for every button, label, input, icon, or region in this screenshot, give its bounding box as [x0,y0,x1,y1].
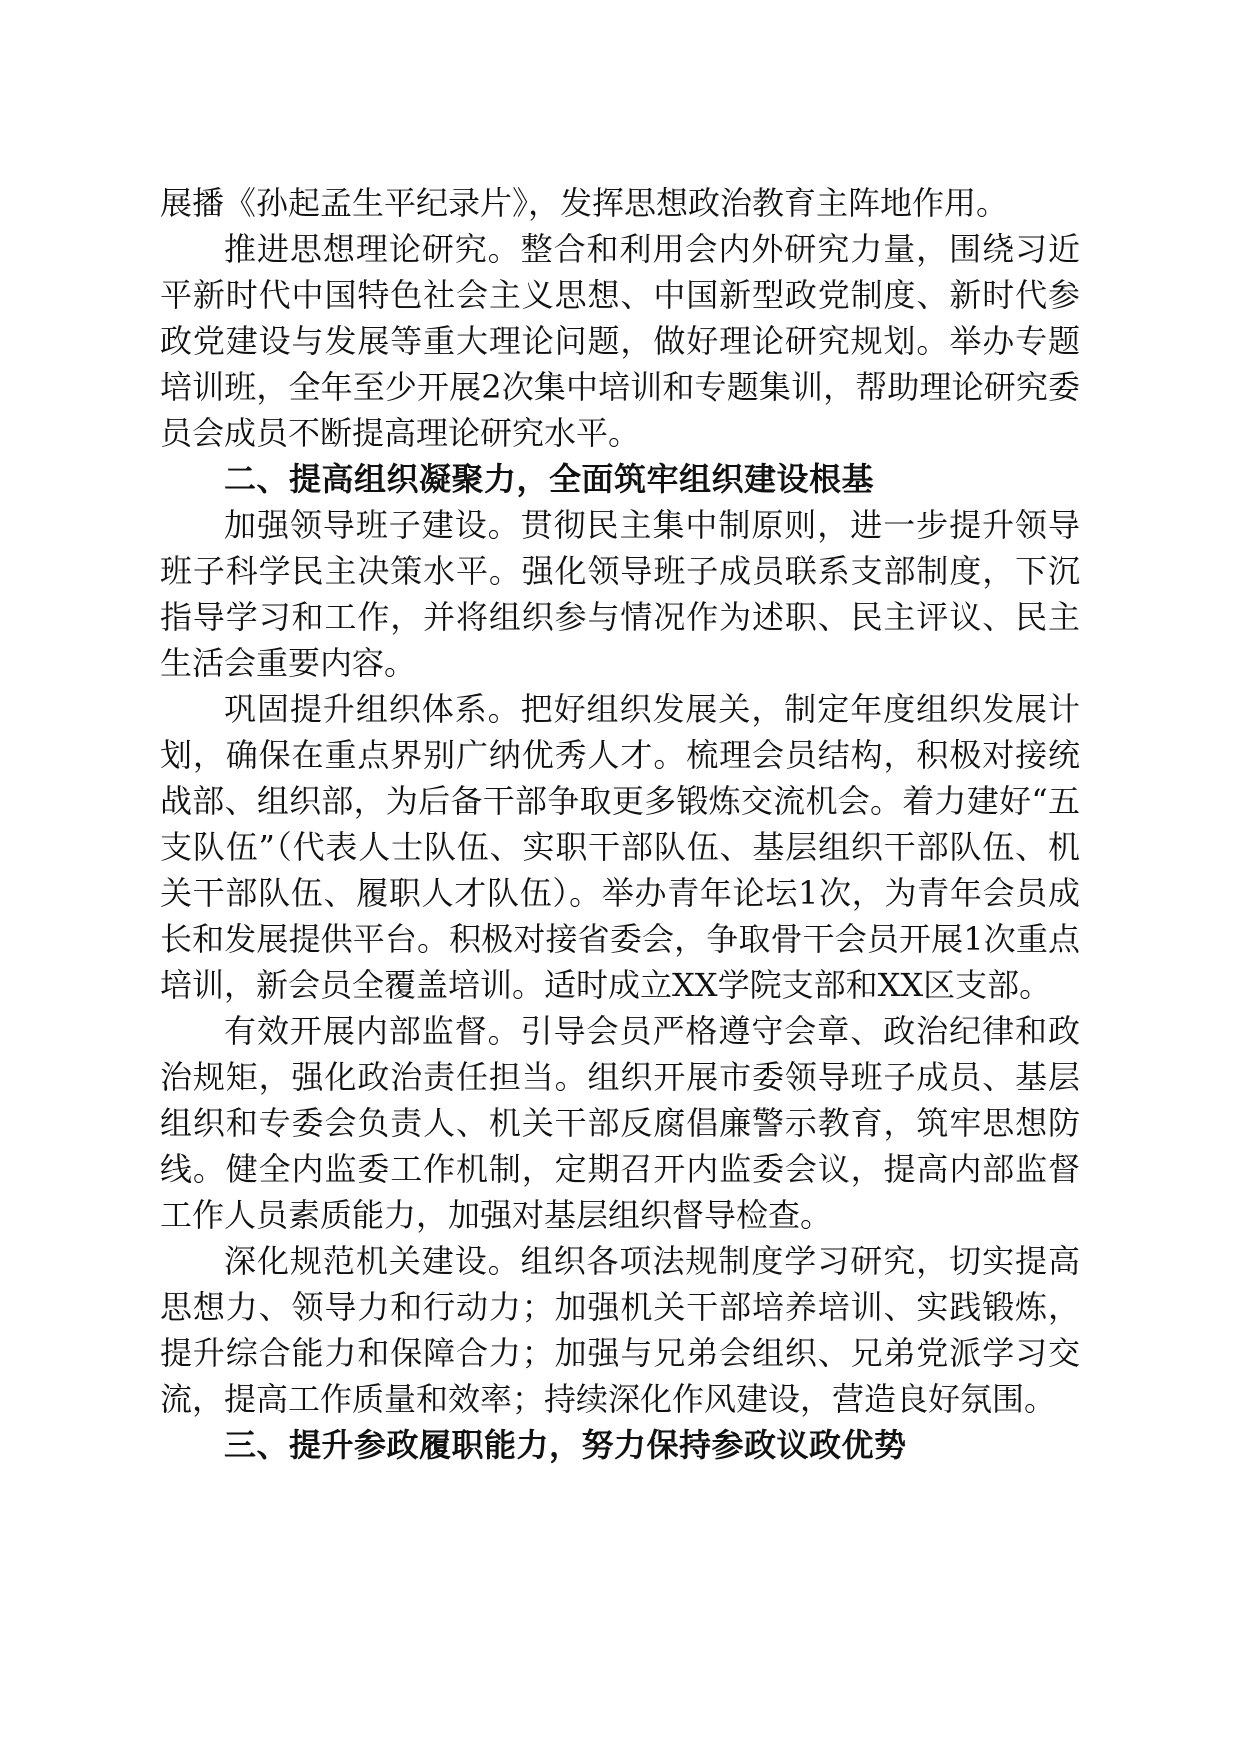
paragraph-leadership: 加强领导班子建设。贯彻民主集中制原则，进一步提升领导班子科学民主决策水平。强化领导班子成员联系支部制度，下沉指导学习和工作，并将组织参与情况作为述职、民主评议、民主生活会重要内容。 [160,506,1080,682]
document-body [160,180,1080,1468]
section-heading-2: 二、提高组织凝聚力，全面筑牢组织建设根基 [224,460,875,498]
paragraph-office-building: 深化规范机关建设。组织各项法规制度学习研究，切实提高思想力、领导力和行动力；加强机关干部培养培训、实践锻炼，提升综合能力和保障合力；加强与兄弟会组织、兄弟党派学习交流，提高工作质量和效率；持续深化作风建设，营造良好氛围。 [160,1242,1080,1418]
paragraph-continuation: 展播《孙起孟生平纪录片》，发挥思想政治教育主阵地作用。 [160,184,1009,222]
paragraph-internal-supervision: 有效开展内部监督。引导会员严格遵守会章、政治纪律和政治规矩，强化政治责任担当。组织开展市委领导班子成员、基层组织和专委会负责人、机关干部反腐倡廉警示教育，筑牢思想防线。健全内监委工作机制，定期召开内监委会议，提高内部监督工作人员素质能力，加强对基层组织督导检查。 [160,1012,1080,1234]
section-heading-3: 三、提升参政履职能力，努力保持参政议政优势 [224,1426,907,1464]
paragraph-organization-system: 巩固提升组织体系。把好组织发展关，制定年度组织发展计划，确保在重点界别广纳优秀人才。梳理会员结构，积极对接统战部、组织部，为后备干部争取更多锻炼交流机会。着力建好“五支队伍”（代表人士队伍、实职干部队伍、基层组织干部队伍、机关干部队伍、履职人才队伍）。举办青年论坛1次，为青年会员成长和发展提供平台。积极对接省委会，争取骨干会员开展1次重点培训，新会员全覆盖培训。适时成立XX学院支部和XX区支部。 [160,690,1080,1004]
paragraph-theory-research: 推进思想理论研究。整合和利用会内外研究力量，围绕习近平新时代中国特色社会主义思想、中国新型政党制度、新时代参政党建设与发展等重大理论问题，做好理论研究规划。举办专题培训班，全年至少开展2次集中培训和专题集训，帮助理论研究委员会成员不断提高理论研究水平。 [160,230,1080,452]
